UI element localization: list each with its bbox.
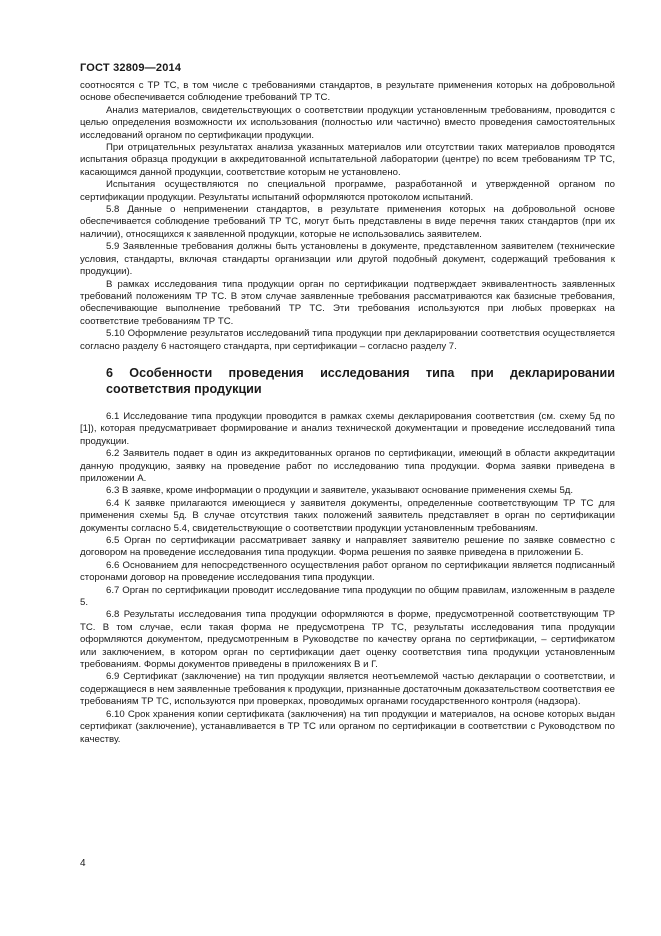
- clause-6-3: 6.3 В заявке, кроме информации о продукции и заявителе, указывают основание применения схемы 5д.: [106, 485, 574, 497]
- clause-5-8: 5.8 Данные о неприменении стандартов, в результате применения которых на добровольной основе обеспечивается соблюдение требований ТР ТС, могут быть представлены в виде перечня таких стандартов (при их наличии), относящихся к заявленной продукции, которые не использовались заявителем.: [80, 204, 615, 240]
- paragraph: При отрицательных результатах анализа указанных материалов или отсутствии таких материалов проводятся испытания образца продукции в аккредитованной испытательной лаборатории (центре) по всем требованиям ТР ТС, касающимся данной продукции, соответствие которым не установлено.: [80, 142, 615, 178]
- clause-6-10: 6.10 Срок хранения копии сертификата (заключения) на тип продукции и материалов, на основе которых выдан сертификат (заключение), устанавливается в ТР ТС или органом по сертификации в соответствии с Руководством по качеству.: [80, 708, 615, 745]
- clause-6-7: 6.7 Орган по сертификации проводит исследование типа продукции по общим правилам, изложенным в разделе 5.: [80, 584, 615, 609]
- page-content: [80, 80, 615, 746]
- clause-6-5: 6.5 Орган по сертификации рассматривает заявку и направляет заявителю решение по заявке совместно с договором на проведение исследования типа продукции. Форма решения по заявке приведена в приложении Б.: [80, 535, 615, 559]
- clause-5-9: 5.9 Заявленные требования должны быть установлены в документе, представленном заявителем (технические условия, стандарты, включая стандарты организации или другой подобный документ, содержащий требования к продукции).: [80, 241, 615, 278]
- paragraph: Испытания осуществляются по специальной программе, разработанной и утвержденной органом по сертификации продукции. Результаты испытаний оформляются протоколом испытаний.: [80, 179, 615, 203]
- clause-6-9: 6.9 Сертификат (заключение) на тип продукции является неотъемлемой частью декларации о соответствии, и содержащиеся в нем заявленные требования к продукции, признанные достаточным доказательством соответствия ее требованиям ТР ТС, используются при проверках, проводимых органами государственного контроля (надзора).: [80, 671, 615, 708]
- page-number: 4: [80, 858, 86, 869]
- clause-6-1: 6.1 Исследование типа продукции проводится в рамках схемы декларирования соответствия (см. схему 5д по [1]), которая предусматривает формирование и анализ технической документации и проведение исследований типа продукции.: [80, 410, 615, 447]
- clause-6-8: 6.8 Результаты исследования типа продукции оформляются в форме, предусмотренной соответствующим ТР ТС. В том случае, если такая форма не предусмотрена ТР ТС, результаты исследования типа продукции оформляются документом, предусмотренным в Руководстве по качеству органа по сертификации, – сертификатом или заключением, в котором орган по сертификации дает оценку соответствия типа продукции установленным требованиям. Формы документов приведены в приложениях В и Г.: [80, 609, 615, 671]
- paragraph: соотносятся с ТР ТС, в том числе с требованиями стандартов, в результате применения которых на добровольной основе обеспечивается соблюдение требований ТР ТС.: [80, 80, 615, 104]
- clause-6-6: 6.6 Основанием для непосредственного осуществления работ органом по сертификации является подписанный сторонами договор на проведение исследования типа продукции.: [80, 559, 615, 584]
- clause-6-4: 6.4 К заявке прилагаются имеющиеся у заявителя документы, определенные соответствующим ТР ТС для применения схемы 5д. В случае отсутствия таких положений заявитель представляет в орган по сертификации документы согласно 5.4, свидетельствующие о соответствии продукции установленным требованиям.: [80, 497, 615, 534]
- clause-5-10: 5.10 Оформление результатов исследований типа продукции при декларировании соответствия осуществляется согласно разделу 6 настоящего стандарта, при сертификации – согласно разделу 7.: [80, 328, 615, 352]
- paragraph: В рамках исследования типа продукции орган по сертификации подтверждает эквивалентность заявленных требований положениям ТР ТС. В этом случае заявленные требования рассматриваются как базисные требования, обеспечивающие выполнение требований ТР ТС. Эти требования используются при любых проверках на соответствие требованиям ТР ТС.: [80, 278, 615, 327]
- document-header: ГОСТ 32809—2014: [80, 62, 182, 74]
- paragraph: Анализ материалов, свидетельствующих о соответствии продукции установленным требованиям, проводится с целью определения возможности их использования (полностью или частично) вместо проведения самостоятельных исследований органом по сертификации продукции.: [80, 104, 615, 141]
- clause-6-2: 6.2 Заявитель подает в один из аккредитованных органов по сертификации, имеющий в области аккредитации данную продукцию, заявку на проведение работ по исследованию типа продукции. Форма заявки приведена в приложении А.: [80, 448, 615, 484]
- section-6-heading: 6 Особенности проведения исследования типа при декларировании соответствия продукции: [106, 365, 615, 396]
